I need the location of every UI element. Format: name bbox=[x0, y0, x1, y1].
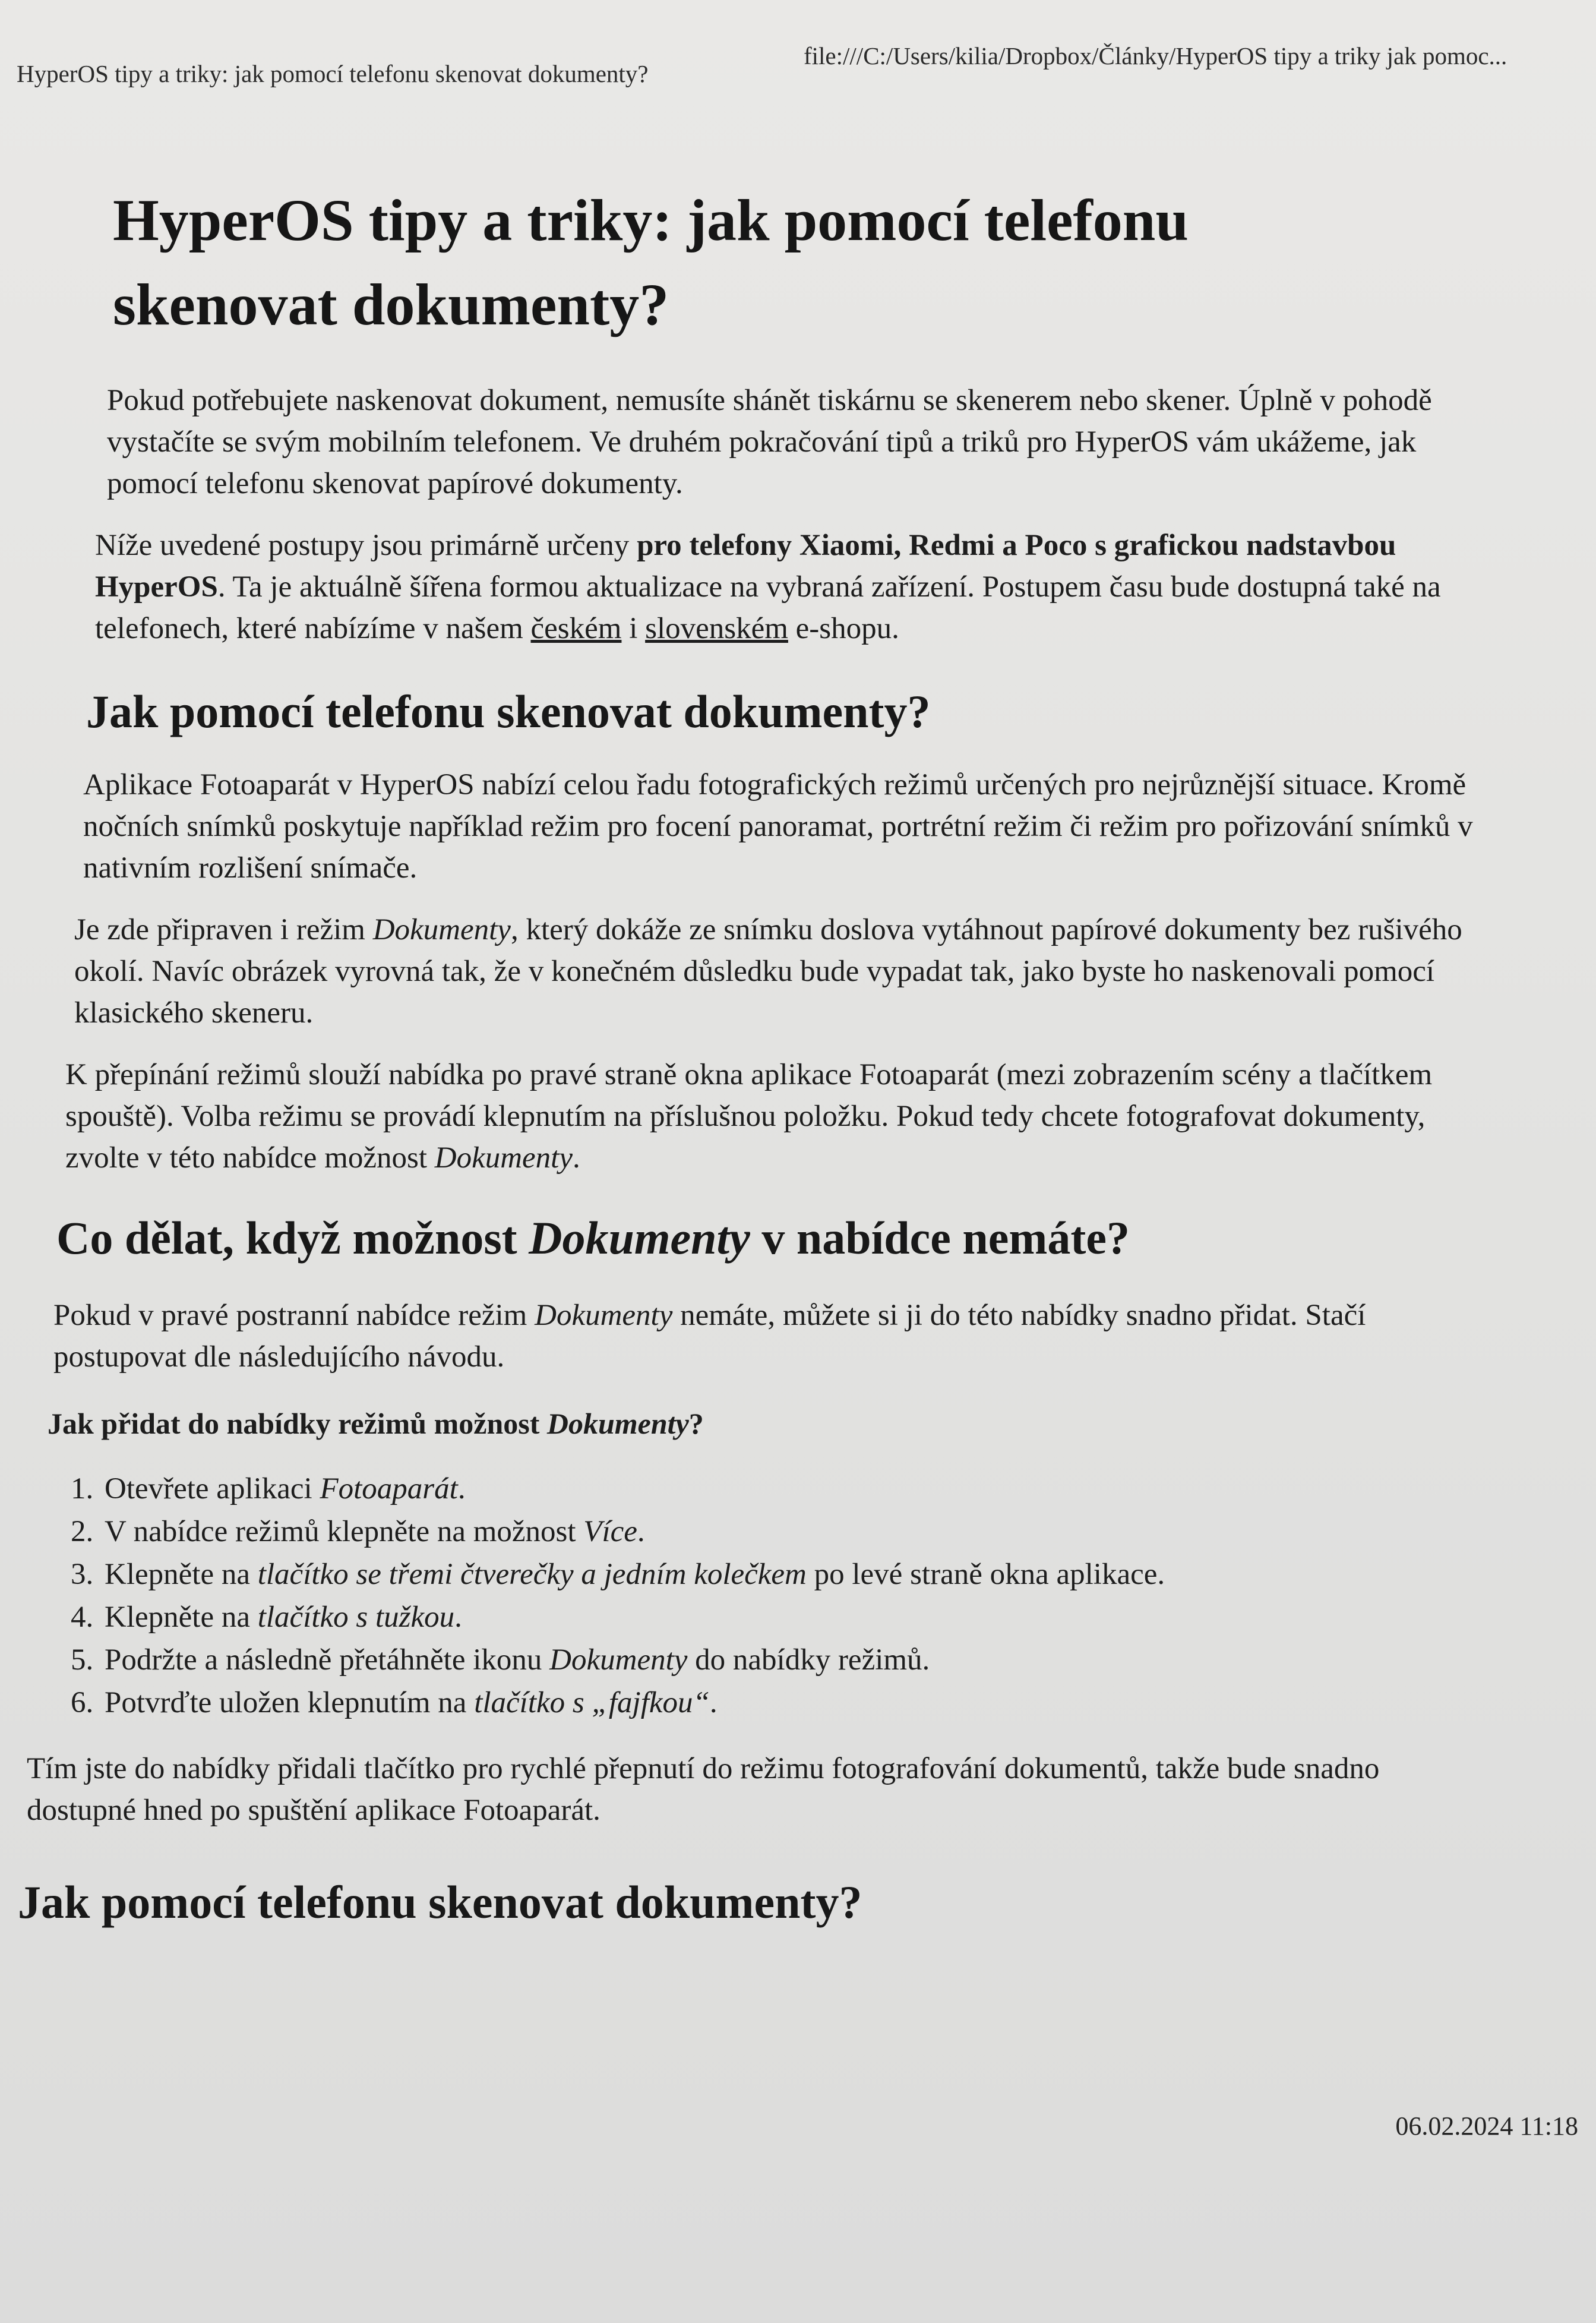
step-text: Otevřete aplikaci bbox=[105, 1472, 320, 1505]
step-text: Klepněte na bbox=[105, 1601, 258, 1634]
article-title-line2: skenovat dokumenty? bbox=[113, 272, 669, 337]
s1p3-italic: Dokumenty bbox=[434, 1141, 573, 1175]
list-item bbox=[101, 1639, 1491, 1681]
device-text-3: i bbox=[621, 612, 646, 645]
s1p2-italic: Dokumenty bbox=[372, 913, 511, 946]
s2sub-italic: Dokumenty bbox=[546, 1407, 689, 1440]
section2-closing: Tím jste do nabídky přidali tlačítko pro rychlé přepnutí do režimu fotografování dokumentů, takže bude snadno dostupné hned po spuštění aplikace Fotoaparát. bbox=[27, 1752, 1380, 1827]
section1-paragraph1: Aplikace Fotoaparát v HyperOS nabízí celou řadu fotografických režimů určených pro nejrůznější situace. Kromě nočních snímků poskytuje například režim pro focení panoramat, portrétní režim či režim pro pořizování snímků v nativním rozlišení snímače. bbox=[83, 768, 1473, 885]
device-text-2: . Ta je aktuálně šířena formou aktualizace na vybraná zařízení. Postupem času bude dostupná také na telefonech, které nabízíme v našem bbox=[95, 570, 1441, 645]
step-italic: Dokumenty bbox=[549, 1643, 688, 1677]
device-text-1: Níže uvedené postupy jsou primárně určeny bbox=[95, 529, 637, 562]
czech-eshop-link[interactable]: českém bbox=[530, 612, 622, 645]
s1p2-text-2: , který dokáže ze snímku doslova vytáhnout papírové dokumenty bez rušivého okolí. Navíc obrázek vyrovná tak, že v konečném důsledku bude vypadat tak, jako byste ho naskenovali pomocí klasického skeneru. bbox=[74, 913, 1462, 1030]
s1p3-text-2: . bbox=[573, 1141, 580, 1175]
section1-paragraph2 bbox=[74, 909, 1491, 1034]
list-item bbox=[101, 1553, 1491, 1596]
s1p2-text-1: Je zde připraven i režim bbox=[74, 913, 373, 946]
step-text-end: . bbox=[637, 1515, 645, 1548]
step-italic: tlačítko s „fajfkou“ bbox=[474, 1686, 710, 1719]
section2-subheading bbox=[48, 1404, 1491, 1443]
intro-paragraph: Pokud potřebujete naskenovat dokument, nemusíte shánět tiskárnu se skenerem nebo skener. Úplně v pohodě vystačíte se svým mobilním telefonem. Ve druhém pokračování tipů a triků pro HyperOS vám ukážeme, jak pomocí telefonu skenovat papírové dokumenty. bbox=[107, 384, 1432, 500]
step-text: Klepněte na bbox=[105, 1558, 258, 1591]
article bbox=[18, 178, 1491, 1932]
s2h-text-1: Co dělat, když možnost bbox=[56, 1212, 529, 1264]
step-text-end: do nabídky režimů. bbox=[687, 1643, 930, 1677]
s2sub-text-2: ? bbox=[688, 1407, 704, 1440]
list-item bbox=[101, 1467, 1491, 1510]
step-text: Potvrďte uložen klepnutím na bbox=[105, 1686, 475, 1719]
s2h-text-2: v nabídce nemáte? bbox=[750, 1212, 1130, 1264]
step-italic: tlačítko se třemi čtverečky a jedním kolečkem bbox=[257, 1558, 807, 1591]
device-paragraph bbox=[95, 525, 1491, 649]
s1p3-text-1: K přepínání režimů slouží nabídka po pravé straně okna aplikace Fotoaparát (mezi zobrazením scény a tlačítkem spouště). Volba režimu se provádí klepnutím na příslušnou položku. Pokud tedy chcete fotografovat dokumenty, zvolte v této nabídce možnost bbox=[65, 1058, 1433, 1175]
step-italic: tlačítko s tužkou bbox=[257, 1601, 455, 1634]
device-text-4: e-shopu. bbox=[788, 612, 899, 645]
article-title-line1: HyperOS tipy a triky: jak pomocí telefonu bbox=[113, 187, 1189, 253]
step-text-end: . bbox=[454, 1601, 462, 1634]
slovak-eshop-link[interactable]: slovenském bbox=[645, 612, 788, 645]
step-italic: Fotoaparát bbox=[320, 1472, 458, 1505]
step-text-end: . bbox=[709, 1686, 718, 1719]
steps-list bbox=[48, 1467, 1491, 1724]
step-text-end: . bbox=[457, 1472, 466, 1505]
s2sub-text-1: Jak přidat do nabídky režimů možnost bbox=[48, 1407, 547, 1440]
section1-paragraph3 bbox=[65, 1054, 1491, 1179]
step-italic: Více bbox=[583, 1515, 637, 1548]
print-header bbox=[17, 42, 1596, 87]
list-item bbox=[101, 1681, 1491, 1724]
section2-paragraph1 bbox=[53, 1295, 1491, 1378]
s2p1-text-2: nemáte, můžete si ji do této nabídky snadno přidat. Stačí postupovat dle následujícího návodu. bbox=[53, 1299, 1366, 1374]
device-text-bold: pro telefony Xiaomi, Redmi a Poco s grafickou nadstavbou HyperOS bbox=[95, 529, 1396, 604]
article-title bbox=[113, 178, 1491, 347]
step-text: Podržte a následně přetáhněte ikonu bbox=[105, 1643, 550, 1677]
s2p1-italic: Dokumenty bbox=[535, 1299, 673, 1332]
s2p1-text-1: Pokud v pravé postranní nabídce režim bbox=[53, 1299, 535, 1332]
section1-heading: Jak pomocí telefonu skenovat dokumenty? bbox=[86, 686, 931, 737]
print-timestamp: 06.02.2024 11:18 bbox=[1395, 2111, 1578, 2141]
step-text: V nabídce režimů klepněte na možnost bbox=[105, 1515, 584, 1548]
section3-heading: Jak pomocí telefonu skenovat dokumenty? bbox=[18, 1876, 862, 1928]
step-text-end: po levé straně okna aplikace. bbox=[806, 1558, 1165, 1591]
list-item bbox=[101, 1510, 1491, 1553]
section2-heading bbox=[56, 1208, 1491, 1268]
header-file-path: file:///C:/Users/kilia/Dropbox/Články/HyperOS tipy a triky jak pomoc... bbox=[804, 42, 1507, 70]
s2h-italic: Dokumenty bbox=[529, 1212, 750, 1264]
header-page-title: HyperOS tipy a triky: jak pomocí telefonu skenovat dokumenty? bbox=[17, 60, 649, 87]
list-item bbox=[101, 1596, 1491, 1639]
